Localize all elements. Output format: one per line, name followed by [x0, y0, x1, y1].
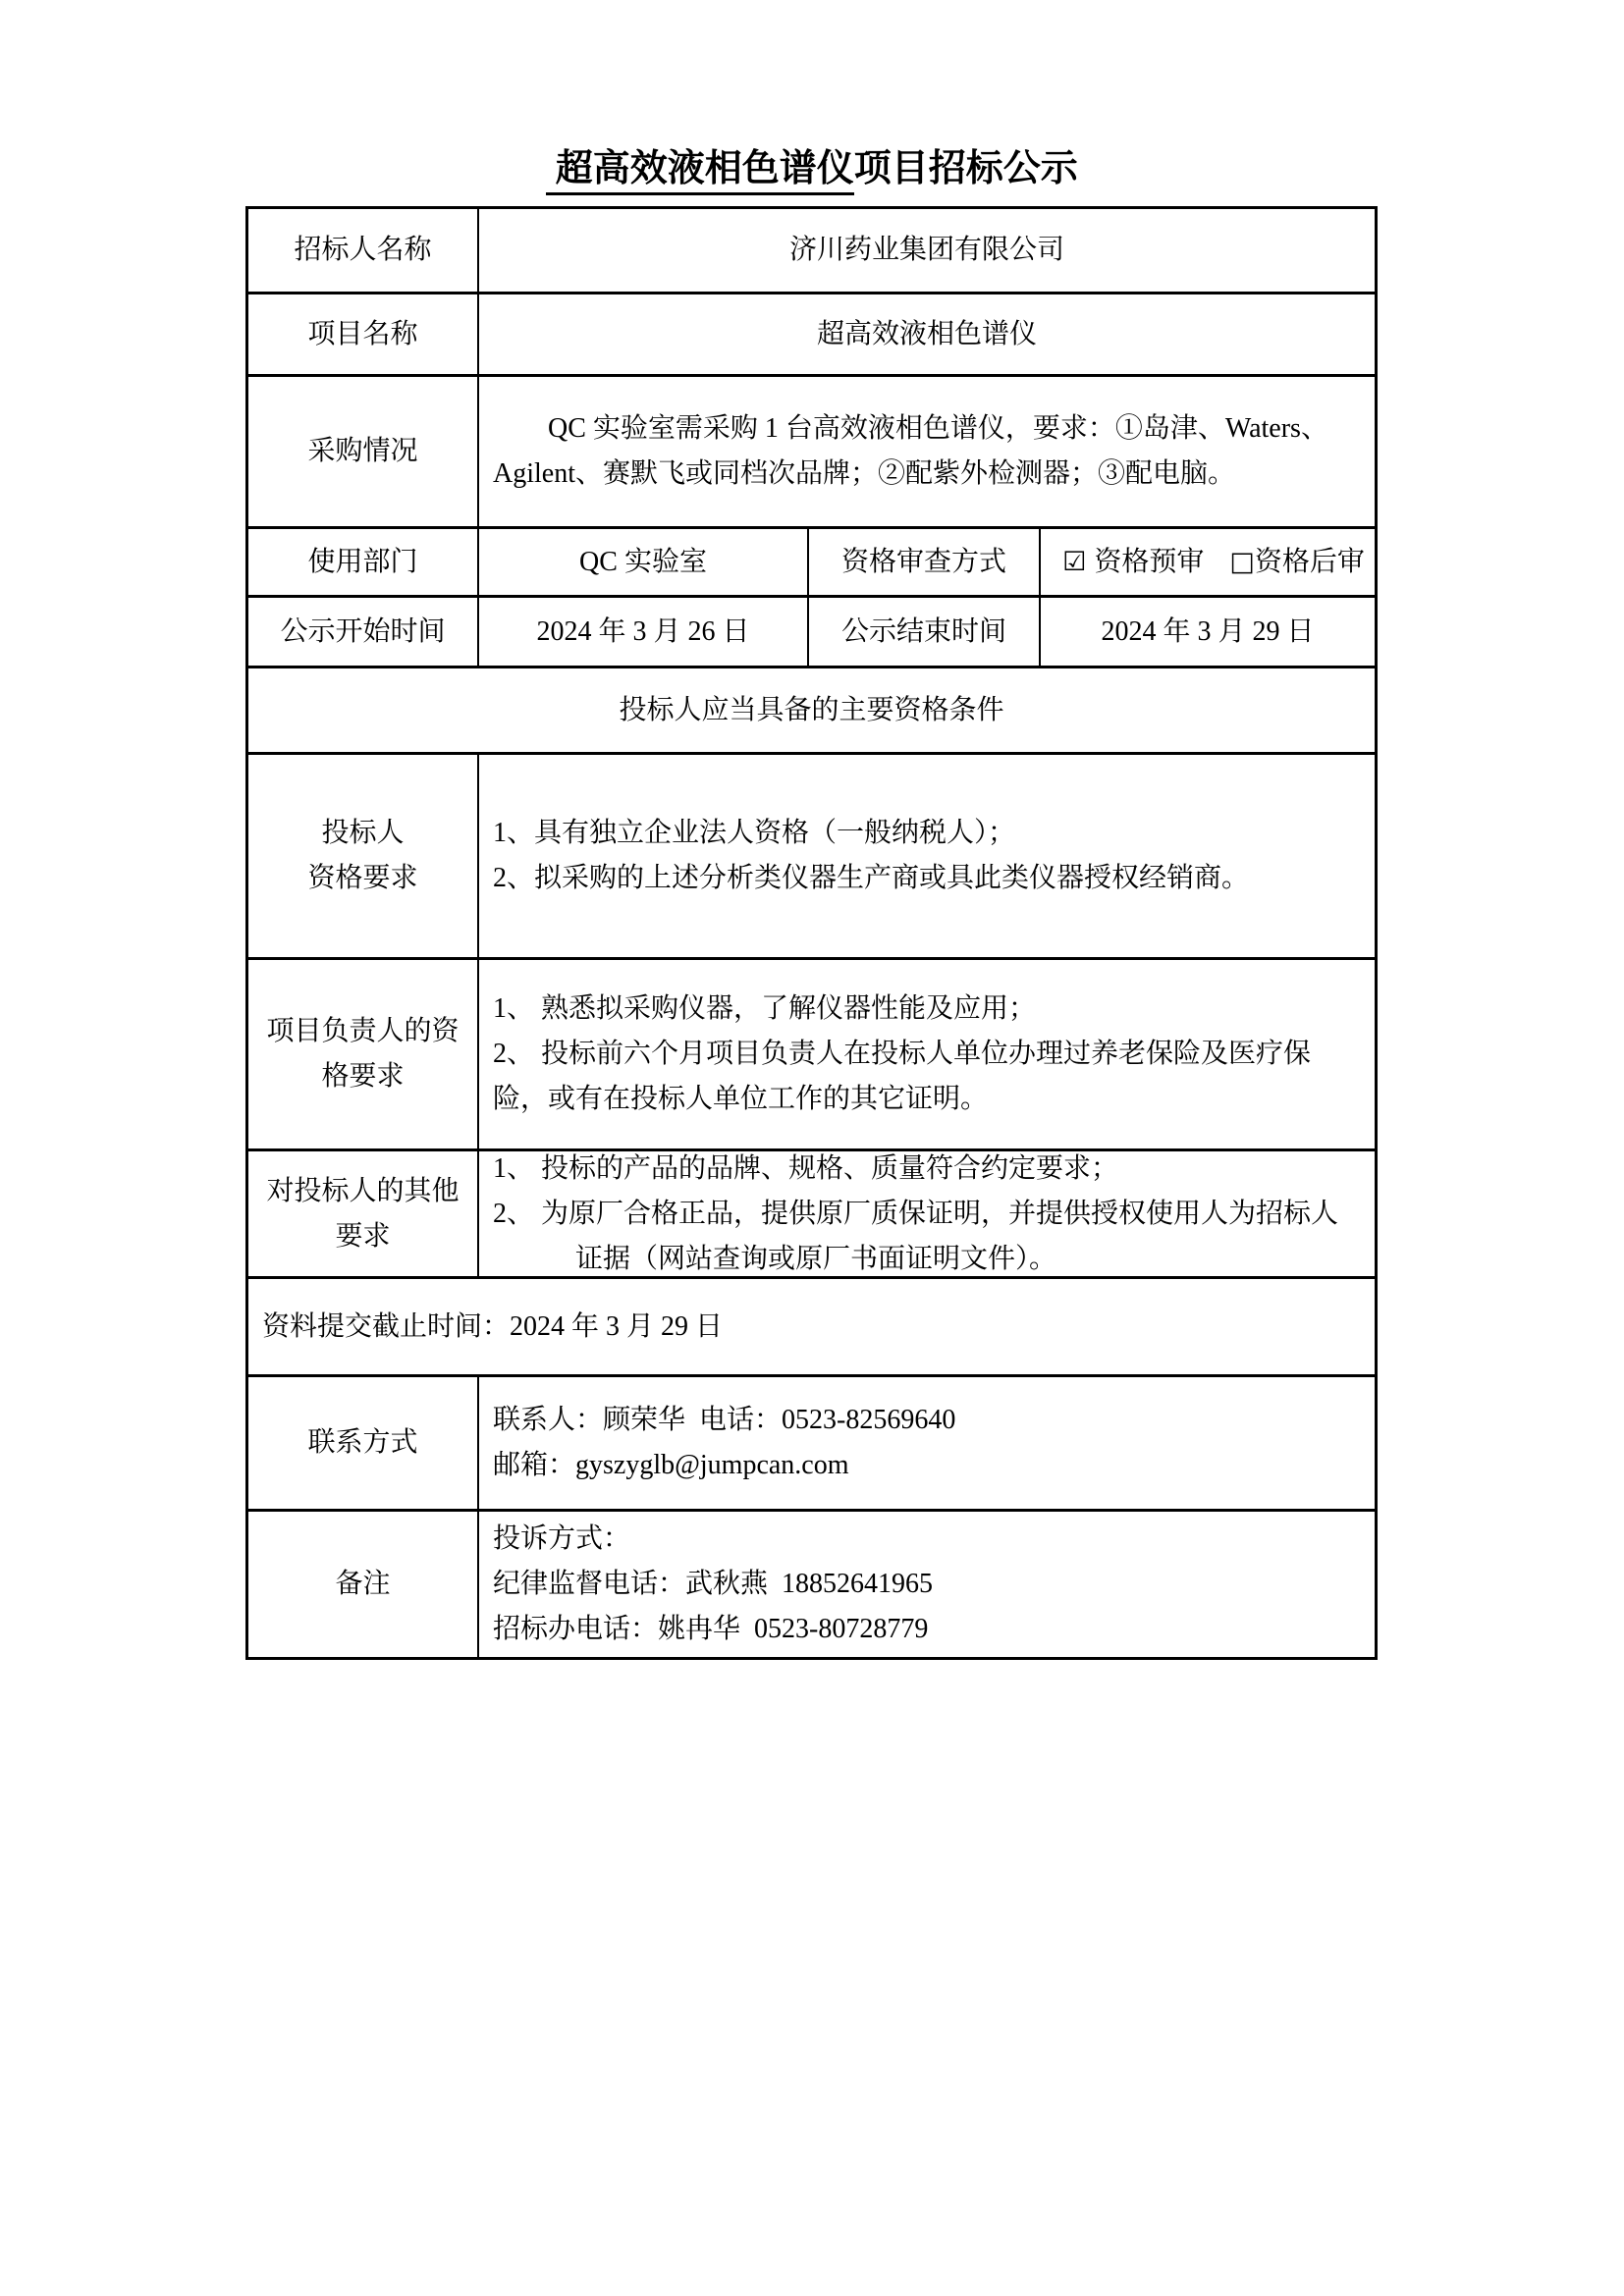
- manager-qualification-value: [479, 960, 1375, 1148]
- unchecked-checkbox-icon: □: [1229, 546, 1255, 577]
- procurement-label: 采购情况: [248, 377, 479, 526]
- contact-label: 联系方式: [248, 1377, 479, 1509]
- procurement-line-1: QC 实验室需采购 1 台高效液相色谱仪，要求：①岛津、Waters、: [548, 413, 1328, 444]
- row-publicity-dates: [248, 598, 1375, 668]
- publicity-start-label: 公示开始时间: [248, 598, 479, 666]
- bidder-name-value: 济川药业集团有限公司: [788, 235, 1064, 265]
- other-requirements-value: [479, 1151, 1375, 1276]
- other-requirements-label-line-2: 要求: [335, 1220, 391, 1252]
- postqualification-option-label: 资格后审: [1254, 546, 1365, 577]
- row-contact: [248, 1377, 1375, 1512]
- contact-line-1: 联系人：顾荣华 电话：0523-82569640: [493, 1405, 956, 1435]
- manager-qualification-label-line-1: 项目负责人的资: [266, 1016, 460, 1046]
- row-bidder-name: [248, 209, 1375, 294]
- page-title-underlined: 超高效液相色谱仪: [546, 148, 854, 195]
- tender-table: [245, 206, 1378, 1660]
- remarks-value: [479, 1512, 1375, 1657]
- bidder-qualification-label-line-2: 资格要求: [307, 863, 418, 893]
- manager-qualification-line-1: 1、 熟悉拟采购仪器，了解仪器性能及应用；: [493, 993, 1037, 1024]
- bidder-qualification-label: [248, 755, 479, 957]
- remarks-line-3: 招标办电话：姚冉华 0523-80728779: [493, 1614, 929, 1644]
- contact-line-2: 邮箱：gyszyglb@jumpcan.com: [493, 1450, 849, 1480]
- bidder-qualification-line-2: 2、拟采购的上述分析类仪器生产商或具此类仪器授权经销商。: [493, 863, 1250, 893]
- department-label: 使用部门: [248, 529, 479, 595]
- other-requirements-label: [248, 1151, 479, 1276]
- row-remarks: [248, 1512, 1375, 1657]
- bidder-qualification-line-1: 1、具有独立企业法人资格（一般纳税人）；: [493, 818, 1016, 848]
- contact-value: [479, 1377, 1375, 1509]
- bidder-qualification-label-line-1: 投标人: [321, 818, 405, 848]
- checked-checkbox-icon: ☑: [1062, 546, 1087, 577]
- page-title-rest: 项目招标公示: [853, 148, 1078, 189]
- procurement-value: [479, 377, 1375, 526]
- row-manager-qualification: [248, 960, 1375, 1151]
- other-requirements-line-2: 2、 为原厂合格正品，提供原厂质保证明，并提供授权使用人为招标人: [493, 1198, 1339, 1229]
- deadline-text: 资料提交截止时间：2024 年 3 月 29 日: [262, 1310, 724, 1342]
- row-bidder-qualification: [248, 755, 1375, 960]
- row-project-name: [248, 294, 1375, 377]
- manager-qualification-label-line-2: 格要求: [321, 1061, 405, 1092]
- department-value: QC 实验室: [479, 529, 809, 595]
- publicity-end-value: 2024 年 3 月 29 日: [1101, 615, 1315, 647]
- publicity-end-label: 公示结束时间: [809, 598, 1041, 666]
- row-procurement: [248, 377, 1375, 529]
- row-department-review: [248, 529, 1375, 598]
- manager-qualification-line-3: 险，或有在投标人单位工作的其它证明。: [493, 1084, 989, 1114]
- row-qualification-header: [248, 668, 1375, 755]
- row-other-requirements: [248, 1151, 1375, 1279]
- qualification-review-value: [1041, 529, 1375, 595]
- qualification-review-label: 资格审查方式: [809, 529, 1041, 595]
- remarks-label: 备注: [248, 1512, 479, 1657]
- publicity-start-value: 2024 年 3 月 26 日: [479, 598, 809, 666]
- page-title: [0, 137, 1624, 191]
- qualification-header-text: 投标人应当具备的主要资格条件: [619, 694, 1004, 725]
- manager-qualification-label: [248, 960, 479, 1148]
- row-deadline: [248, 1279, 1375, 1377]
- bidder-qualification-value: [479, 755, 1375, 957]
- other-requirements-line-3: 证据（网站查询或原厂书面证明文件）。: [575, 1243, 1057, 1274]
- bidder-name-label: 招标人名称: [248, 209, 479, 292]
- other-requirements-line-1: 1、 投标的产品的品牌、规格、质量符合约定要求；: [493, 1152, 1119, 1184]
- project-name-label: 项目名称: [248, 294, 479, 374]
- manager-qualification-line-2: 2、 投标前六个月项目负责人在投标人单位办理过养老保险及医疗保: [493, 1039, 1312, 1069]
- project-name-value: 超高效液相色谱仪: [816, 318, 1037, 349]
- remarks-line-1: 投诉方式：: [493, 1523, 631, 1554]
- procurement-line-2: Agilent、赛默飞或同档次品牌；②配紫外检测器；③配电脑。: [493, 458, 1235, 489]
- other-requirements-label-line-1: 对投标人的其他: [266, 1175, 460, 1206]
- prequalification-option-label: 资格预审: [1094, 546, 1205, 577]
- remarks-line-2: 纪律监督电话：武秋燕 18852641965: [493, 1569, 934, 1599]
